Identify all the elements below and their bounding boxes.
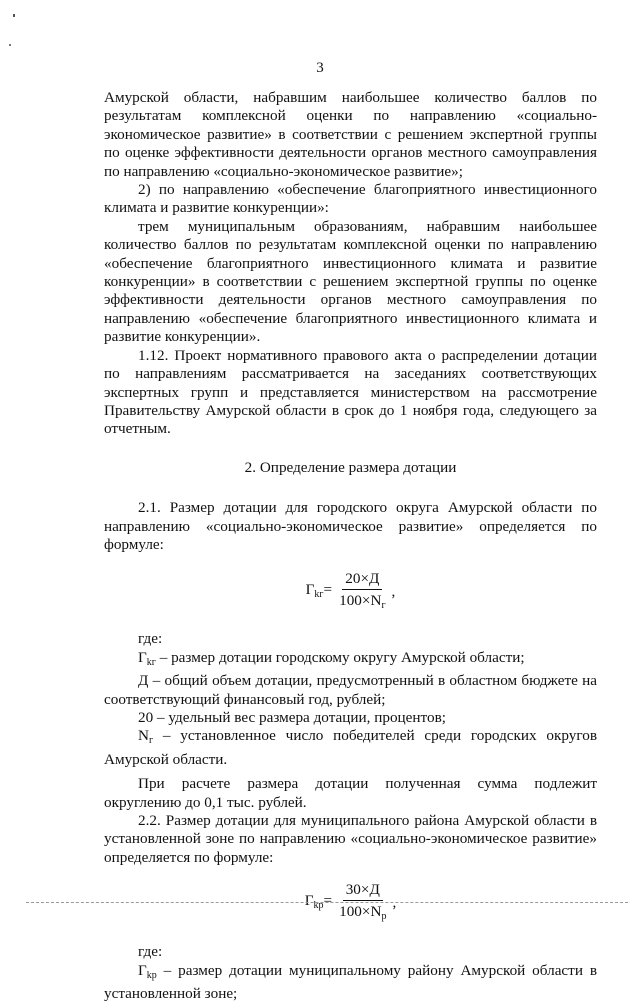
formula-tail: ,: [392, 894, 397, 912]
definition-d: Д – общий объем дотации, предусмотренный в областном бюджете на соответствующий финансовый год, рублей;: [104, 672, 597, 708]
formula-fraction: [336, 570, 388, 614]
definition-ng: $N_г$ – установленное число победителей среди городских округов Амурской области.: [104, 727, 597, 768]
section-heading: 2. Определение размера дотации: [244, 458, 457, 476]
formula-municipal-district: [104, 881, 597, 925]
definition-20: 20 – удельный вес размера дотации, процентов;: [138, 708, 446, 726]
page-bottom-edge: [26, 902, 628, 903]
formula-lhs: $Г_{kг}=$: [305, 580, 333, 600]
definition-gkr: $Г_{kр}$ – размер дотации муниципальному району Амурской области в установленной зоне;: [104, 961, 597, 1003]
formula-numerator: 30×Д: [343, 881, 383, 901]
formula-denominator: $100\times N_г$: [339, 592, 386, 612]
document-body: [104, 89, 597, 1003]
formula-lhs: $Г_{kр}=$: [304, 891, 333, 911]
paragraph-1-12: 1.12. Проект нормативного правового акта о распределении дотации по направлениям рассматривается на заседаниях соответствующих экспертных групп и представляется министерством на рассмотрение Правительству Амурской области в срок до 1 ноября года, следующего за отчетным.: [104, 346, 597, 438]
paragraph-2-1: 2.1. Размер дотации для городского округа Амурской области по направлению «социально-экономическое развитие» определяется по формуле:: [104, 499, 597, 553]
where-label: где:: [138, 630, 163, 648]
paragraph-rounding: При расчете размера дотации полученная сумма подлежит округлению до 0,1 тыс. рублей.: [104, 775, 597, 811]
formula-tail: ,: [391, 583, 396, 601]
scan-speck: [9, 44, 11, 46]
paragraph-2-2: 2.2. Размер дотации для муниципального района Амурской области в установленной зоне по направлению «социально-экономическое развитие» определяется по формуле:: [104, 812, 597, 866]
paragraph-item-2: 2) по направлению «обеспечение благоприятного инвестиционного климата и развитие конкуренции»:: [104, 181, 597, 217]
page-number: 3: [316, 60, 324, 76]
paragraph-three-municipalities: трем муниципальным образованиям, набравшим наибольшее количество баллов по результатам комплексной оценки по направлению «обеспечение благоприятного инвестиционного климата и развитие конкуренции» в соответствии с решением экспертной группы по оценке эффективности деятельности органов местного самоуправления по направлению «обеспечение благоприятного инвестиционного климата и развитие конкуренции».: [104, 217, 597, 346]
formula-numerator: 20×Д: [342, 570, 382, 590]
formula-fraction: [336, 881, 389, 925]
formula-city-district: [104, 570, 597, 614]
formula-denominator: $100\times N_р$: [339, 903, 387, 923]
scan-speck: [13, 14, 15, 17]
where-label: где:: [138, 943, 163, 961]
definition-gkg: $Г_{kг}$ – размер дотации городскому округу Амурской области;: [138, 648, 525, 668]
paragraph-continuation: Амурской области, набравшим наибольшее количество баллов по результатам комплексной оценки по направлению «социально-экономическое развитие» в соответствии с решением экспертной группы по оценке эффективности деятельности органов местного самоуправления по направлению «социально-экономическое развитие»;: [104, 89, 597, 180]
